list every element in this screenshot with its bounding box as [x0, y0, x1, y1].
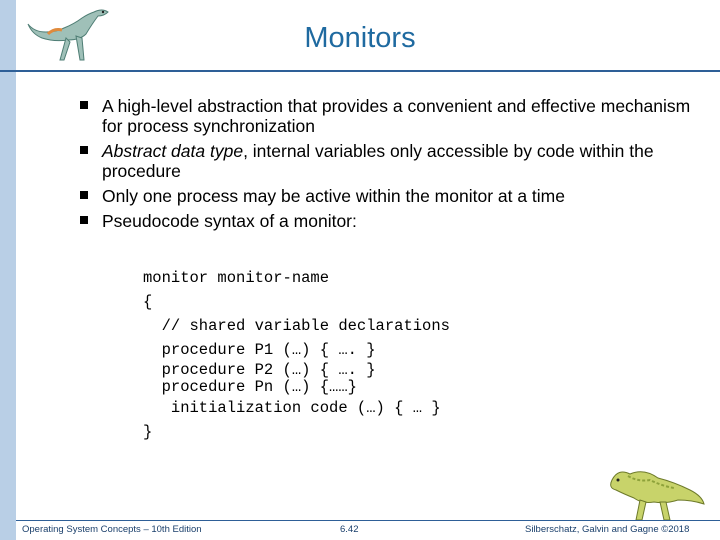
- slide-title: Monitors: [304, 22, 416, 54]
- title-divider: [0, 70, 720, 72]
- code-line: {: [143, 293, 153, 311]
- bullet-square-icon: [80, 191, 88, 199]
- code-line: monitor monitor-name: [143, 269, 330, 287]
- bullet-list: [78, 96, 698, 236]
- bullet-text: Pseudocode syntax of a monitor:: [102, 211, 357, 231]
- footer-page-number: 6.42: [340, 524, 359, 535]
- bullet-item: [78, 96, 698, 136]
- code-block: [143, 266, 450, 444]
- left-accent-bar: [0, 0, 16, 540]
- footer-authors: Silberschatz, Galvin and Gagne ©2018: [525, 524, 690, 535]
- code-line: }: [143, 423, 153, 441]
- bullet-square-icon: [80, 216, 88, 224]
- code-line: procedure P1 (…) { …. }: [143, 341, 376, 359]
- bullet-text: A high-level abstraction that provides a convenient and effective mechanism for process synchronization: [102, 96, 691, 136]
- code-line: procedure P2 (…) { …. }: [143, 361, 376, 379]
- bullet-item: [78, 186, 698, 206]
- bullet-text: , internal variables only accessible by code within the procedure: [102, 141, 654, 181]
- bullet-square-icon: [80, 146, 88, 154]
- code-line: initialization code (…) { … }: [143, 399, 441, 417]
- bullet-item: [78, 211, 698, 231]
- code-line: // shared variable declarations: [143, 317, 450, 335]
- bullet-text: Only one process may be active within the monitor at a time: [102, 186, 565, 206]
- bullet-item: [78, 141, 698, 181]
- footer-book-title: Operating System Concepts – 10th Edition: [22, 524, 202, 535]
- footer-divider: [16, 520, 720, 521]
- bullet-square-icon: [80, 101, 88, 109]
- dinosaur-icon: [604, 460, 708, 526]
- code-line: procedure Pn (…) {……}: [143, 378, 357, 396]
- bullet-emphasis: Abstract data type: [102, 141, 244, 161]
